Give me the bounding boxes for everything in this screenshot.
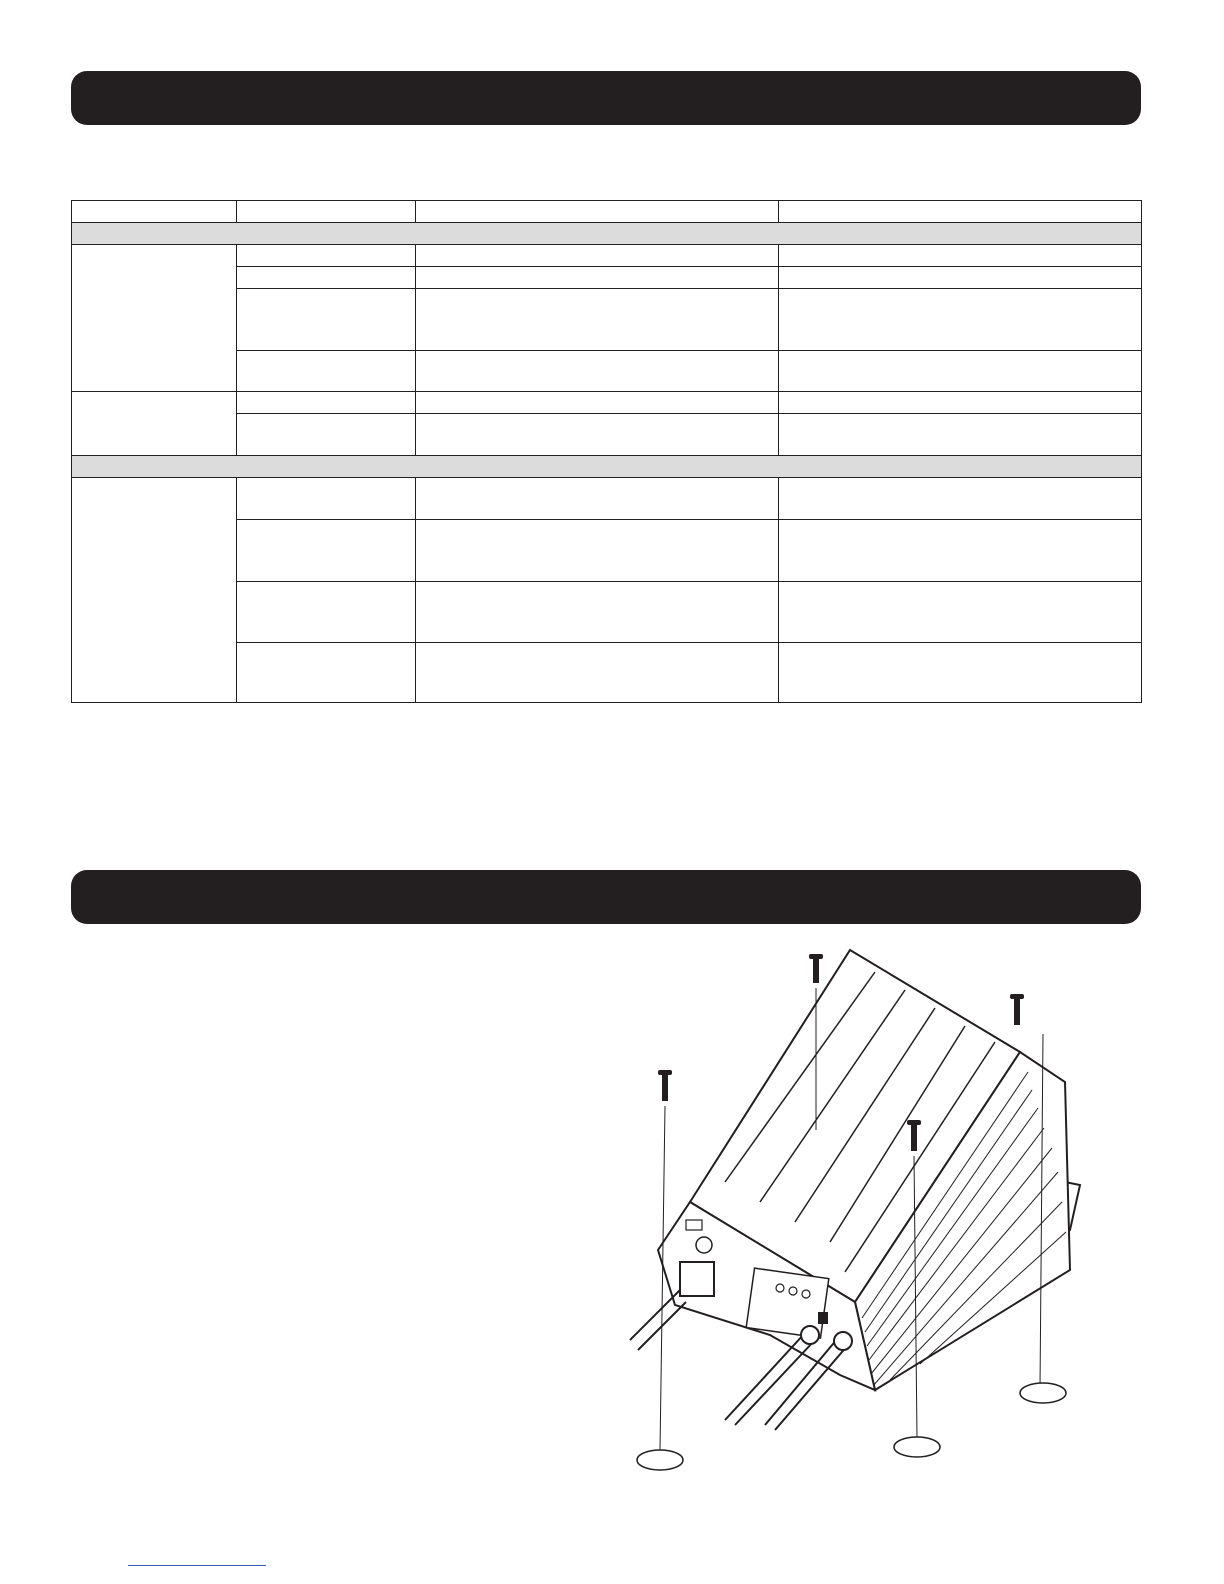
table-cell [416, 267, 778, 289]
table-row [72, 478, 1142, 520]
section-label [72, 456, 1142, 478]
table-cell [416, 414, 778, 456]
table-cell [778, 392, 1141, 414]
inverter-mounting-illustration [600, 940, 1100, 1500]
table-cell [778, 351, 1141, 392]
screw-head [1010, 994, 1024, 999]
table-cell [778, 414, 1141, 456]
table-cell [778, 245, 1141, 267]
screw-head [907, 1120, 921, 1125]
screw [809, 954, 823, 983]
table-cell [237, 520, 416, 582]
dc-terminal [834, 1332, 852, 1350]
section-row [72, 456, 1142, 478]
section-label [72, 223, 1142, 245]
table-cell [237, 267, 416, 289]
table-cell [416, 520, 778, 582]
table-cell [237, 392, 416, 414]
header-cell [237, 201, 416, 223]
header-cell [778, 201, 1141, 223]
table-cell [778, 582, 1141, 643]
table-cell [416, 643, 778, 703]
header-cell [416, 201, 778, 223]
section-header-banner-bottom [71, 870, 1141, 924]
group-cell [72, 478, 237, 703]
table-cell [416, 289, 778, 351]
screw [1010, 994, 1024, 1025]
table-cell [416, 582, 778, 643]
ac-outlet [680, 1262, 714, 1296]
callout-oval [1020, 1383, 1066, 1403]
table-cell [237, 582, 416, 643]
callout-oval [637, 1450, 683, 1470]
table-row [72, 392, 1142, 414]
specification-table [71, 200, 1142, 703]
remote-port [818, 1312, 828, 1324]
table-cell [778, 643, 1141, 703]
table-cell [237, 643, 416, 703]
group-cell [72, 392, 237, 456]
table-cell [778, 478, 1141, 520]
table-cell [416, 478, 778, 520]
screw-shaft [911, 1125, 917, 1151]
link-underline [128, 1565, 266, 1566]
table-cell [237, 351, 416, 392]
table-cell [416, 351, 778, 392]
table-cell [237, 289, 416, 351]
screw-head [658, 1070, 672, 1075]
screw-shaft [1014, 999, 1020, 1025]
leader-line [660, 1106, 665, 1450]
screw-head [809, 954, 823, 959]
table-cell [416, 392, 778, 414]
screw-shaft [662, 1075, 668, 1101]
screw-shaft [813, 959, 819, 983]
section-row [72, 223, 1142, 245]
table-cell [237, 478, 416, 520]
table-row [72, 245, 1142, 267]
section-header-banner-top [71, 71, 1141, 125]
table-cell [416, 245, 778, 267]
callout-oval [894, 1437, 940, 1457]
table-cell [778, 267, 1141, 289]
dc-terminal [801, 1326, 819, 1344]
table-cell [778, 520, 1141, 582]
table-cell [237, 414, 416, 456]
header-cell [72, 201, 237, 223]
table-cell [778, 289, 1141, 351]
table-cell [237, 245, 416, 267]
screw [658, 1070, 672, 1101]
table-header-row [72, 201, 1142, 223]
group-cell [72, 245, 237, 392]
